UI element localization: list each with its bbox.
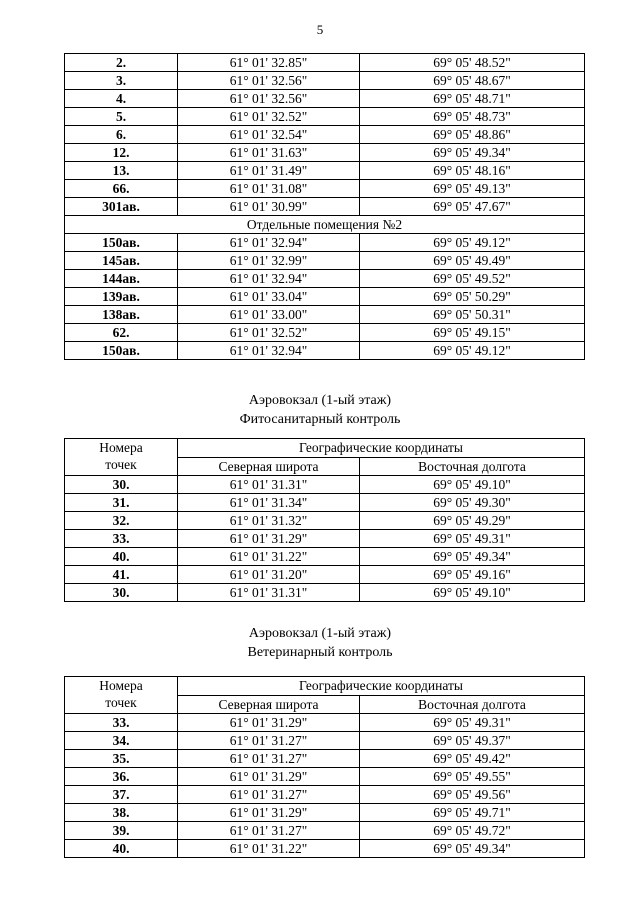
latitude-cell: 61° 01' 31.22" <box>178 840 360 858</box>
latitude-cell: 61° 01' 33.04" <box>178 288 360 306</box>
table-row <box>65 126 585 144</box>
point-number-cell: 6. <box>65 126 178 144</box>
longitude-cell: 69° 05' 47.67" <box>360 198 585 216</box>
table-row <box>65 252 585 270</box>
table-row <box>65 750 585 768</box>
section-title-line1: Аэровокзал (1-ый этаж) <box>248 626 392 641</box>
table-row <box>65 512 585 530</box>
point-number-cell: 39. <box>65 822 178 840</box>
longitude-cell: 69° 05' 49.34" <box>360 840 585 858</box>
table-row <box>65 768 585 786</box>
longitude-cell: 69° 05' 50.31" <box>360 306 585 324</box>
latitude-cell: 61° 01' 32.56" <box>178 72 360 90</box>
table-row <box>65 288 585 306</box>
table-row <box>65 270 585 288</box>
latitude-cell: 61° 01' 32.99" <box>178 252 360 270</box>
latitude-cell: 61° 01' 31.27" <box>178 822 360 840</box>
point-number-cell: 35. <box>65 750 178 768</box>
point-number-cell: 4. <box>65 90 178 108</box>
latitude-cell: 61° 01' 32.52" <box>178 108 360 126</box>
longitude-cell: 69° 05' 49.42" <box>360 750 585 768</box>
table-row <box>65 732 585 750</box>
point-number-cell: 138ав. <box>65 306 178 324</box>
point-number-cell: 30. <box>65 584 178 602</box>
point-number-cell: 37. <box>65 786 178 804</box>
point-number-cell: 2. <box>65 54 178 72</box>
table-row <box>65 108 585 126</box>
latitude-cell: 61° 01' 31.27" <box>178 732 360 750</box>
point-number-cell: 13. <box>65 162 178 180</box>
point-number-cell: 30. <box>65 476 178 494</box>
point-number-cell: 150ав. <box>65 342 178 360</box>
table-row <box>65 324 585 342</box>
table-row <box>65 822 585 840</box>
point-number-cell: 33. <box>65 530 178 548</box>
point-number-cell: 301ав. <box>65 198 178 216</box>
latitude-cell: 61° 01' 32.94" <box>178 234 360 252</box>
point-number-cell: 139ав. <box>65 288 178 306</box>
geo-coordinates-header: Географические координаты <box>178 677 585 696</box>
table-row <box>65 584 585 602</box>
point-number-cell: 38. <box>65 804 178 822</box>
point-number-cell: 41. <box>65 566 178 584</box>
latitude-header: Северная широта <box>178 458 360 476</box>
table-row <box>65 306 585 324</box>
geo-coordinates-header: Географические координаты <box>178 439 585 458</box>
latitude-cell: 61° 01' 31.20" <box>178 566 360 584</box>
table-row <box>65 234 585 252</box>
table-row <box>65 786 585 804</box>
table-row <box>65 548 585 566</box>
latitude-header: Северная широта <box>178 696 360 714</box>
point-number-cell: 33. <box>65 714 178 732</box>
section-title-phytosanitary <box>0 391 640 429</box>
latitude-cell: 61° 01' 31.29" <box>178 530 360 548</box>
point-number-cell: 34. <box>65 732 178 750</box>
longitude-cell: 69° 05' 49.15" <box>360 324 585 342</box>
page-number: 5 <box>316 22 324 37</box>
longitude-cell: 69° 05' 49.72" <box>360 822 585 840</box>
longitude-cell: 69° 05' 49.34" <box>360 548 585 566</box>
longitude-cell: 69° 05' 48.71" <box>360 90 585 108</box>
section-title-line2: Фитосанитарный контроль <box>239 412 401 427</box>
longitude-header: Восточная долгота <box>360 458 585 476</box>
table-row <box>65 530 585 548</box>
coordinates-table-veterinary <box>64 676 585 858</box>
longitude-cell: 69° 05' 49.52" <box>360 270 585 288</box>
longitude-cell: 69° 05' 48.16" <box>360 162 585 180</box>
latitude-cell: 61° 01' 31.29" <box>178 714 360 732</box>
points-header: Номера точек <box>65 677 178 714</box>
table-row <box>65 714 585 732</box>
longitude-header: Восточная долгота <box>360 696 585 714</box>
point-number-cell: 32. <box>65 512 178 530</box>
longitude-cell: 69° 05' 49.29" <box>360 512 585 530</box>
coordinates-table-phytosanitary <box>64 438 585 602</box>
table-row <box>65 180 585 198</box>
latitude-cell: 61° 01' 31.31" <box>178 476 360 494</box>
latitude-cell: 61° 01' 31.34" <box>178 494 360 512</box>
point-number-cell: 40. <box>65 548 178 566</box>
longitude-cell: 69° 05' 49.16" <box>360 566 585 584</box>
latitude-cell: 61° 01' 31.31" <box>178 584 360 602</box>
point-number-cell: 144ав. <box>65 270 178 288</box>
table-header-row <box>65 677 585 696</box>
longitude-cell: 69° 05' 49.49" <box>360 252 585 270</box>
latitude-cell: 61° 01' 32.85" <box>178 54 360 72</box>
longitude-cell: 69° 05' 49.37" <box>360 732 585 750</box>
table-row <box>65 72 585 90</box>
latitude-cell: 61° 01' 32.94" <box>178 270 360 288</box>
section-title-line1: Аэровокзал (1-ый этаж) <box>248 393 392 408</box>
table-row <box>65 342 585 360</box>
latitude-cell: 61° 01' 31.32" <box>178 512 360 530</box>
group-label: Отдельные помещения №2 <box>65 216 585 234</box>
longitude-cell: 69° 05' 49.71" <box>360 804 585 822</box>
latitude-cell: 61° 01' 31.29" <box>178 768 360 786</box>
table-header-row <box>65 439 585 458</box>
longitude-cell: 69° 05' 49.10" <box>360 476 585 494</box>
longitude-cell: 69° 05' 50.29" <box>360 288 585 306</box>
point-number-cell: 3. <box>65 72 178 90</box>
longitude-cell: 69° 05' 49.10" <box>360 584 585 602</box>
table-row <box>65 54 585 72</box>
longitude-cell: 69° 05' 49.12" <box>360 234 585 252</box>
latitude-cell: 61° 01' 31.22" <box>178 548 360 566</box>
longitude-cell: 69° 05' 49.31" <box>360 714 585 732</box>
point-number-cell: 31. <box>65 494 178 512</box>
longitude-cell: 69° 05' 49.30" <box>360 494 585 512</box>
points-header: Номера точек <box>65 439 178 476</box>
longitude-cell: 69° 05' 48.52" <box>360 54 585 72</box>
longitude-cell: 69° 05' 49.12" <box>360 342 585 360</box>
longitude-cell: 69° 05' 49.31" <box>360 530 585 548</box>
point-number-cell: 40. <box>65 840 178 858</box>
table-row <box>65 804 585 822</box>
table-row <box>65 494 585 512</box>
point-number-cell: 145ав. <box>65 252 178 270</box>
point-number-cell: 150ав. <box>65 234 178 252</box>
latitude-cell: 61° 01' 30.99" <box>178 198 360 216</box>
section-title-line2: Ветеринарный контроль <box>247 645 393 660</box>
latitude-cell: 61° 01' 31.63" <box>178 144 360 162</box>
table-row <box>65 90 585 108</box>
longitude-cell: 69° 05' 49.55" <box>360 768 585 786</box>
coordinates-table-phytosanitary-body <box>65 476 585 602</box>
table-row <box>65 162 585 180</box>
table-row <box>65 476 585 494</box>
point-number-cell: 36. <box>65 768 178 786</box>
table-row <box>65 566 585 584</box>
table-row <box>65 198 585 216</box>
longitude-cell: 69° 05' 48.73" <box>360 108 585 126</box>
latitude-cell: 61° 01' 32.52" <box>178 324 360 342</box>
longitude-cell: 69° 05' 48.86" <box>360 126 585 144</box>
latitude-cell: 61° 01' 31.27" <box>178 750 360 768</box>
latitude-cell: 61° 01' 31.27" <box>178 786 360 804</box>
latitude-cell: 61° 01' 33.00" <box>178 306 360 324</box>
section-title-veterinary <box>0 624 640 662</box>
latitude-cell: 61° 01' 32.54" <box>178 126 360 144</box>
longitude-cell: 69° 05' 49.34" <box>360 144 585 162</box>
point-number-cell: 66. <box>65 180 178 198</box>
coordinates-table-veterinary-body <box>65 714 585 858</box>
longitude-cell: 69° 05' 48.67" <box>360 72 585 90</box>
coordinates-table-continued-body <box>65 54 585 360</box>
longitude-cell: 69° 05' 49.13" <box>360 180 585 198</box>
latitude-cell: 61° 01' 32.56" <box>178 90 360 108</box>
coordinates-table-continued <box>64 53 585 360</box>
latitude-cell: 61° 01' 31.49" <box>178 162 360 180</box>
latitude-cell: 61° 01' 31.29" <box>178 804 360 822</box>
point-number-cell: 12. <box>65 144 178 162</box>
point-number-cell: 62. <box>65 324 178 342</box>
table-row <box>65 144 585 162</box>
latitude-cell: 61° 01' 32.94" <box>178 342 360 360</box>
group-row <box>65 216 585 234</box>
latitude-cell: 61° 01' 31.08" <box>178 180 360 198</box>
point-number-cell: 5. <box>65 108 178 126</box>
table-row <box>65 840 585 858</box>
longitude-cell: 69° 05' 49.56" <box>360 786 585 804</box>
